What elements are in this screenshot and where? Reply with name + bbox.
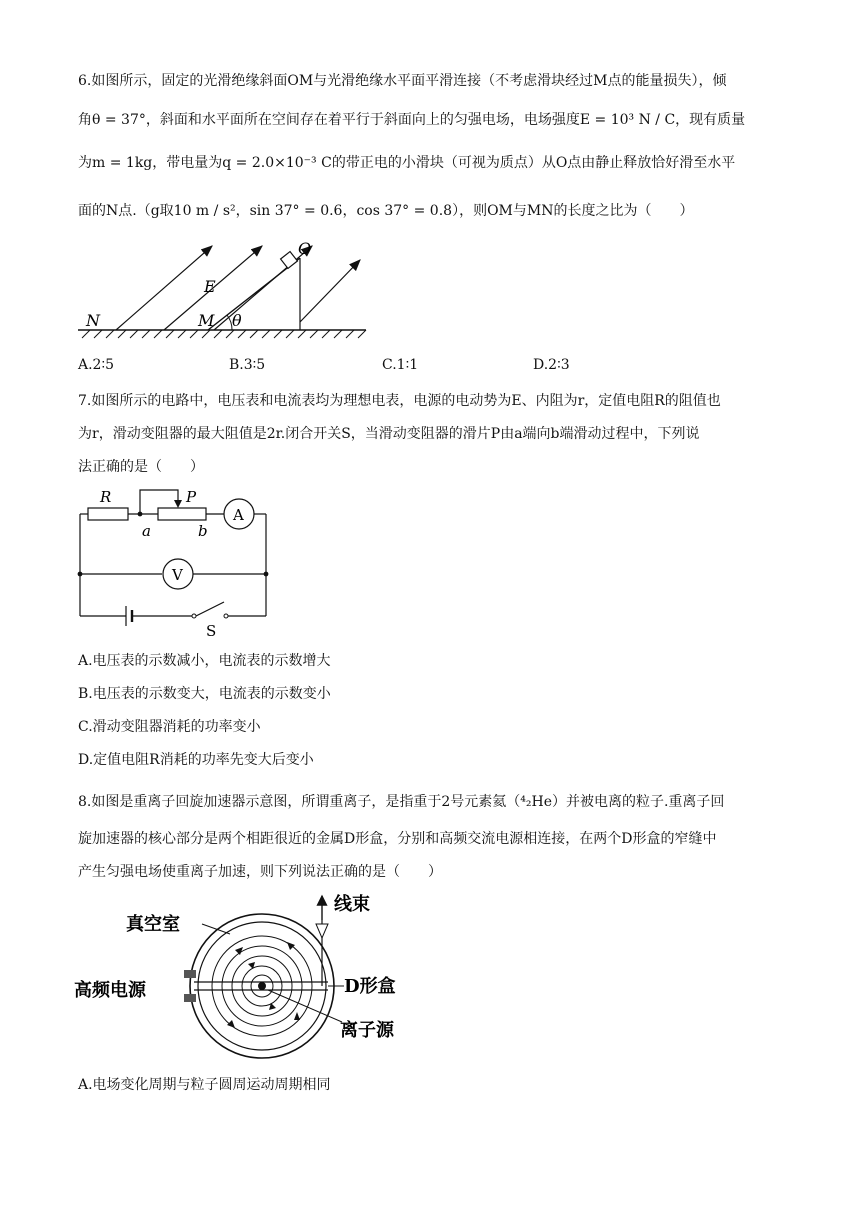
q7-option-a: A.电压表的示数减小，电流表的示数增大 (78, 653, 331, 669)
q6-label-o: O (298, 240, 312, 258)
q7-circuit-figure (74, 482, 274, 642)
q6-label-m: M (198, 311, 215, 330)
q7-line-2: 为r，滑动变阻器的最大阻值是2r.闭合开关S，当滑动变阻器的滑片P由a端向b端滑动过程中，下列说 (78, 426, 700, 442)
q6-label-theta: θ (232, 311, 242, 330)
q6-line-3: 为m = 1kg，带电量为q = 2.0×10⁻³ C的带正电的小滑块（可视为质点）从O点由静止释放恰好滑至水平 (78, 155, 736, 171)
q7-option-b: B.电压表的示数变大，电流表的示数变小 (78, 686, 331, 702)
q8-label-power: 高频电源 (74, 980, 146, 1001)
q7-line-1: 7.如图所示的电路中，电压表和电流表均为理想电表，电源的电动势为E、内阻为r，定值电阻R的阻值也 (78, 393, 721, 409)
q8-option-a: A.电场变化周期与粒子圆周运动周期相同 (78, 1077, 331, 1093)
q8-line-3: 产生匀强电场使重离子加速，则下列说法正确的是（ ） (78, 864, 442, 880)
q7-option-d: D.定值电阻R消耗的功率先变大后变小 (78, 752, 314, 768)
q8-label-beam: 线束 (334, 894, 370, 915)
q7-label-r: R (100, 488, 112, 506)
q6-line-2: 角θ = 37°，斜面和水平面所在空间存在着平行于斜面向上的匀强电场，电场强度E = 10³ N / C，现有质量 (78, 112, 746, 128)
q8-label-source: 离子源 (340, 1020, 394, 1041)
q7-label-a: a (142, 522, 151, 540)
q6-option-d: D.2∶3 (533, 357, 570, 373)
q7-voltmeter-label: V (172, 566, 183, 584)
q7-line-3: 法正确的是（ ） (78, 459, 204, 475)
q6-label-e: E (204, 277, 216, 296)
q7-switch-label: S (206, 622, 217, 640)
q7-label-b: b (198, 522, 208, 540)
q7-ammeter-label: A (233, 506, 244, 524)
q6-option-c: C.1∶1 (382, 357, 419, 373)
q8-line-2: 旋加速器的核心部分是两个相距很近的金属D形盒，分别和高频交流电源相连接，在两个D形盒的窄缝中 (78, 831, 717, 847)
q8-line-1: 8.如图是重离子回旋加速器示意图，所谓重离子，是指重于2号元素氦（⁴₂He）并被电离的粒子.重离子回 (78, 794, 725, 810)
q6-option-a: A.2∶5 (78, 357, 115, 373)
q6-label-n: N (86, 311, 100, 330)
q7-label-p: P (186, 488, 197, 506)
q6-incline-figure (76, 240, 376, 340)
q6-option-b: B.3∶5 (229, 357, 266, 373)
q6-line-1: 6.如图所示，固定的光滑绝缘斜面OM与光滑绝缘水平面平滑连接（不考虑滑块经过M点的能量损失），倾 (78, 73, 727, 89)
q8-cyclotron-figure (72, 890, 406, 1062)
q8-label-dbox: D形盒 (344, 976, 396, 997)
q7-option-c: C.滑动变阻器消耗的功率变小 (78, 719, 261, 735)
q6-line-4: 面的N点.（g取10 m / s²，sin 37° = 0.6，cos 37° = 0.8），则OM与MN的长度之比为（ ） (78, 203, 694, 219)
q8-label-vacuum: 真空室 (126, 914, 180, 935)
